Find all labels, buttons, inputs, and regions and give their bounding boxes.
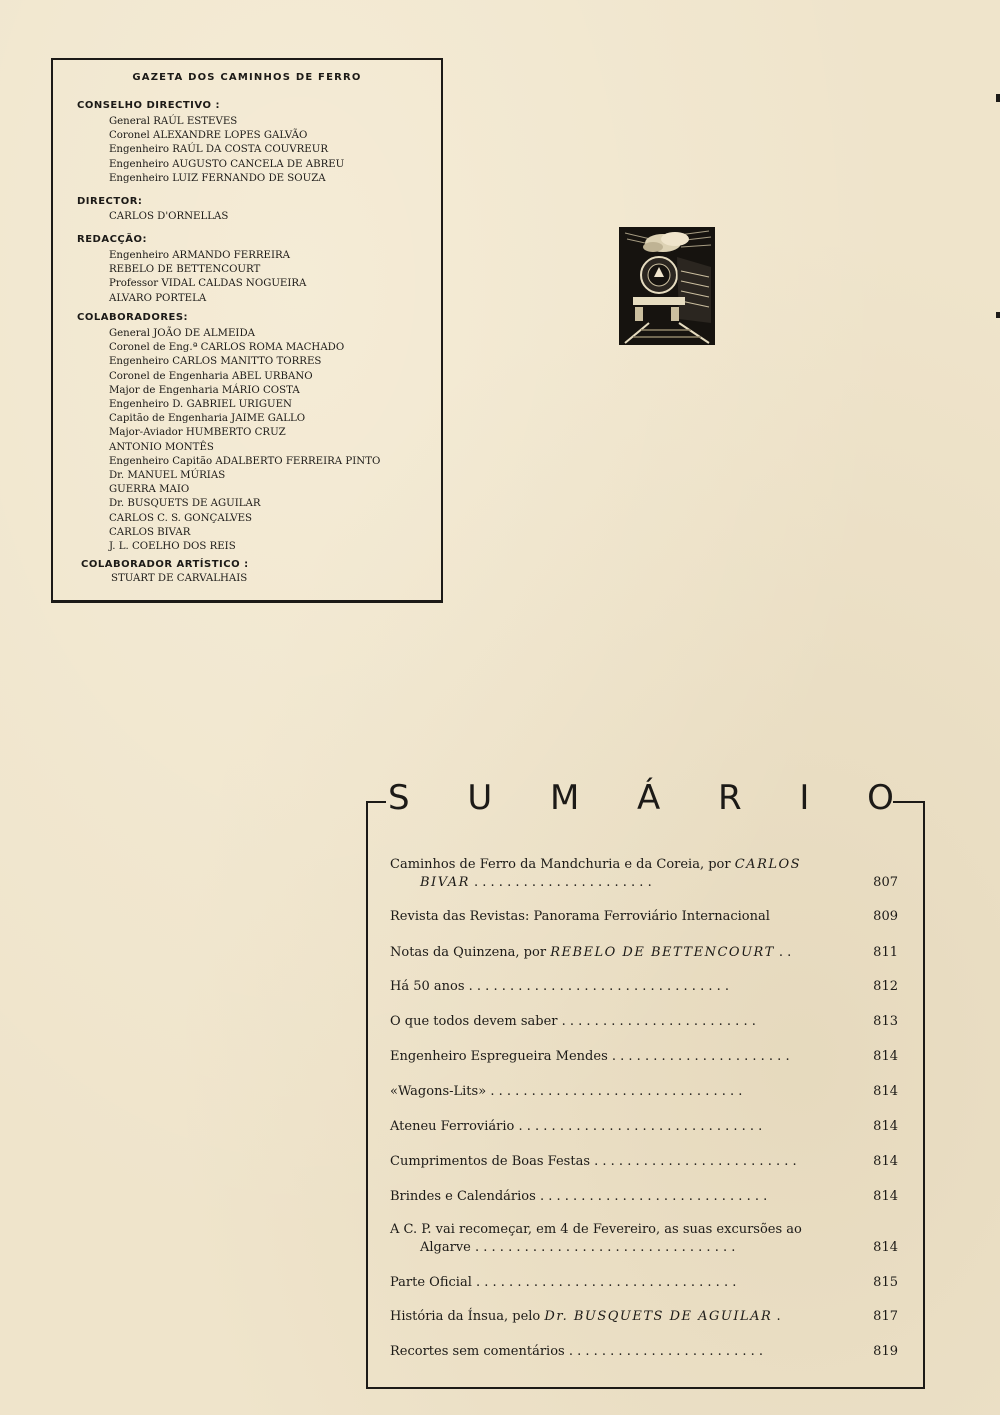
toc-leader-dots: . . [778,945,792,960]
toc-entry-text: O que todos devem saber [390,1014,558,1029]
toc-entry[interactable] [390,908,898,926]
name-line: General JOÃO DE ALMEIDA [109,328,255,339]
name-line: Engenheiro AUGUSTO CANCELA DE ABREU [109,158,345,170]
toc-entry-text: Caminhos de Ferro da Mandchuria e da Coreia, por [390,857,731,872]
toc-entry-text: Parte Oficial [390,1275,472,1290]
summary-title-letter: I [799,778,810,818]
toc-entry[interactable] [390,1221,898,1257]
name-line: REBELO DE BETTENCOURT [109,264,261,276]
toc-leader-dots: . . . . . . . . . . . . . . . . . . . . . . . . . . . . . . . . [468,979,729,994]
toc-page-number: 814 [873,1049,898,1064]
toc-leader-dots: . . . . . . . . . . . . . . . . . . . . . . . . [568,1344,764,1359]
toc-entry-author: CARLOS [734,857,802,872]
toc-page-number: 814 [873,1119,898,1134]
toc-page-number: 813 [873,1014,898,1029]
toc-entry-title [390,1083,898,1101]
toc-leader-dots: . . . . . . . . . . . . . . . . . . . . . . . . . . . . . . . . [475,1240,736,1255]
section-heading: DIRECTOR: [77,196,143,207]
summary-title [388,778,894,818]
toc-page-number: 817 [873,1309,898,1324]
name-line: General RAÚL ESTEVES [109,116,238,127]
toc-entry-text: Engenheiro Espregueira Mendes [390,1049,608,1064]
toc-entry-author: REBELO DE BETTENCOURT [550,945,775,960]
toc-entry[interactable] [390,1118,898,1136]
toc-entry-text: Algarve [420,1240,471,1255]
toc-entry-text: «Wagons-Lits» [390,1084,487,1099]
toc-page-number: 814 [873,1154,898,1169]
toc-entry-title [390,1013,898,1031]
toc-entry-title [390,1308,898,1326]
toc-entry-title: Revista das Revistas: Panorama Ferroviário Internacional [390,909,770,924]
toc-leader-dots: . . . . . . . . . . . . . . . . . . . . . . [611,1049,790,1064]
masthead-title: GAZETA DOS CAMINHOS DE FERRO [132,72,362,83]
toc-page-number: 814 [873,1189,898,1204]
section-heading: CONSELHO DIRECTIVO : [77,100,220,111]
toc-page-number: 819 [873,1344,898,1359]
toc-entry-title [390,1118,898,1136]
name-line: Major-Aviador HUMBERTO CRUZ [109,427,286,439]
name-line: Engenheiro D. GABRIEL URIGUEN [109,399,292,411]
names-list [109,210,228,224]
toc-entry[interactable] [390,1274,898,1292]
name-line: Dr. BUSQUETS DE AGUILAR [109,498,261,510]
toc-leader-dots: . . . . . . . . . . . . . . . . . . . . . . . . . . . . . . . . [476,1275,737,1290]
toc-page-number: 815 [873,1275,898,1290]
toc-entry[interactable] [390,856,898,892]
section-heading: COLABORADOR ARTÍSTICO : [81,559,249,570]
toc-entry[interactable] [390,1013,898,1031]
toc-entry-title [390,1048,898,1066]
toc-leader-dots: . . . . . . . . . . . . . . . . . . . . . . . . . [594,1154,797,1169]
toc-entry[interactable] [390,1343,898,1361]
toc-leader-dots: . . . . . . . . . . . . . . . . . . . . . . [474,875,652,890]
toc-entry[interactable] [390,1188,898,1206]
toc-entry[interactable] [390,1083,898,1101]
toc-entry-title [390,1153,898,1171]
toc-page-number: 812 [873,979,898,994]
page-edge-mark [996,94,1000,102]
name-line: Major de Engenharia MÁRIO COSTA [109,384,300,396]
toc-entry[interactable] [390,1048,898,1066]
name-line: Coronel de Engenharia ABEL URBANO [109,370,313,382]
name-line: Engenheiro Capitão ADALBERTO FERREIRA PINTO [109,455,381,467]
toc-entry-title [390,856,898,892]
toc-entry-author: Dr. BUSQUETS DE AGUILAR [544,1309,773,1324]
summary-top-rule-right [893,801,923,803]
toc-leader-dots: . . . . . . . . . . . . . . . . . . . . . . . . . . . . . . . [490,1084,743,1099]
summary-title-letter: O [867,778,894,818]
name-line: Engenheiro LUIZ FERNANDO DE SOUZA [109,172,326,184]
name-line: Engenheiro RAÚL DA COSTA COUVREUR [109,144,328,156]
toc-leader-dots: . . . . . . . . . . . . . . . . . . . . . . . . . . . . . . [518,1119,763,1134]
name-line: Coronel ALEXANDRE LOPES GALVÃO [109,130,308,142]
section-heading: REDACÇÃO: [77,234,147,245]
name-line: CARLOS D'ORNELLAS [109,211,229,222]
toc-page-number: 814 [873,1240,898,1255]
summary-title-letter: S [388,778,410,818]
name-line: Coronel de Eng.ª CARLOS ROMA MACHADO [109,342,345,354]
name-line: Engenheiro CARLOS MANITTO TORRES [109,356,322,368]
toc-entry-text: Notas da Quinzena, por [390,945,547,960]
toc-entry-text: Brindes e Calendários [390,1189,536,1204]
toc-page-number: 809 [873,909,898,924]
toc-entry-title [390,1274,898,1292]
toc-entry-text: Recortes sem comentários [390,1344,565,1359]
name-line: STUART DE CARVALHAIS [111,573,248,584]
toc-entry-text: A C. P. vai recomeçar, em 4 de Fevereiro, as suas excursões ao [390,1222,802,1237]
names-list [109,327,380,554]
toc-entry-text: História da Ínsua, pelo [390,1309,541,1324]
toc-entry-author: BIVAR [420,875,470,890]
locomotive-engraving-icon [619,227,715,345]
name-line: CARLOS C. S. GONÇALVES [109,512,253,524]
toc-entry-text: Ateneu Ferroviário [390,1119,515,1134]
name-line: Capitão de Engenharia JAIME GALLO [109,413,306,425]
names-list [109,115,344,186]
summary-title-letter: M [549,778,580,818]
name-line: J. L. COELHO DOS REIS [109,541,236,553]
summary-top-rule-left [366,801,386,803]
name-line: ALVARO PORTELA [109,292,207,304]
toc-entry-title [390,1188,898,1206]
name-line: GUERRA MAIO [109,484,190,496]
masthead-box [51,58,443,603]
summary-title-letter: Á [637,778,661,818]
name-line: CARLOS BIVAR [109,526,191,538]
names-list [109,249,306,306]
toc-entry-title [390,944,898,962]
name-line: ANTONIO MONTÊS [109,441,214,453]
toc-entry-text: Cumprimentos de Boas Festas [390,1154,590,1169]
toc-page-number: 814 [873,1084,898,1099]
page-edge-mark [996,312,1000,318]
names-list [111,572,247,586]
summary-title-letter: U [467,778,493,818]
name-line: Dr. MANUEL MÚRIAS [109,470,226,482]
toc-entry-title [390,1221,898,1257]
name-line: Engenheiro ARMANDO FERREIRA [109,250,291,261]
toc-entry[interactable] [390,978,898,996]
name-line: Professor VIDAL CALDAS NOGUEIRA [109,278,307,290]
toc-leader-dots: . [776,1309,781,1324]
toc-leader-dots: . . . . . . . . . . . . . . . . . . . . . . . . [561,1014,756,1029]
toc-entry-title [390,1343,898,1361]
toc-entry[interactable] [390,944,898,962]
toc-entry[interactable] [390,1153,898,1171]
toc-page-number: 807 [873,875,898,890]
summary-title-letter: R [718,778,742,818]
toc-page-number: 811 [873,945,898,960]
toc-leader-dots: . . . . . . . . . . . . . . . . . . . . . . . . . . . . [539,1189,768,1204]
section-heading: COLABORADORES: [77,312,189,323]
toc-entry[interactable] [390,1308,898,1326]
toc-entry-text: Há 50 anos [390,979,465,994]
toc-entry-title [390,978,898,996]
